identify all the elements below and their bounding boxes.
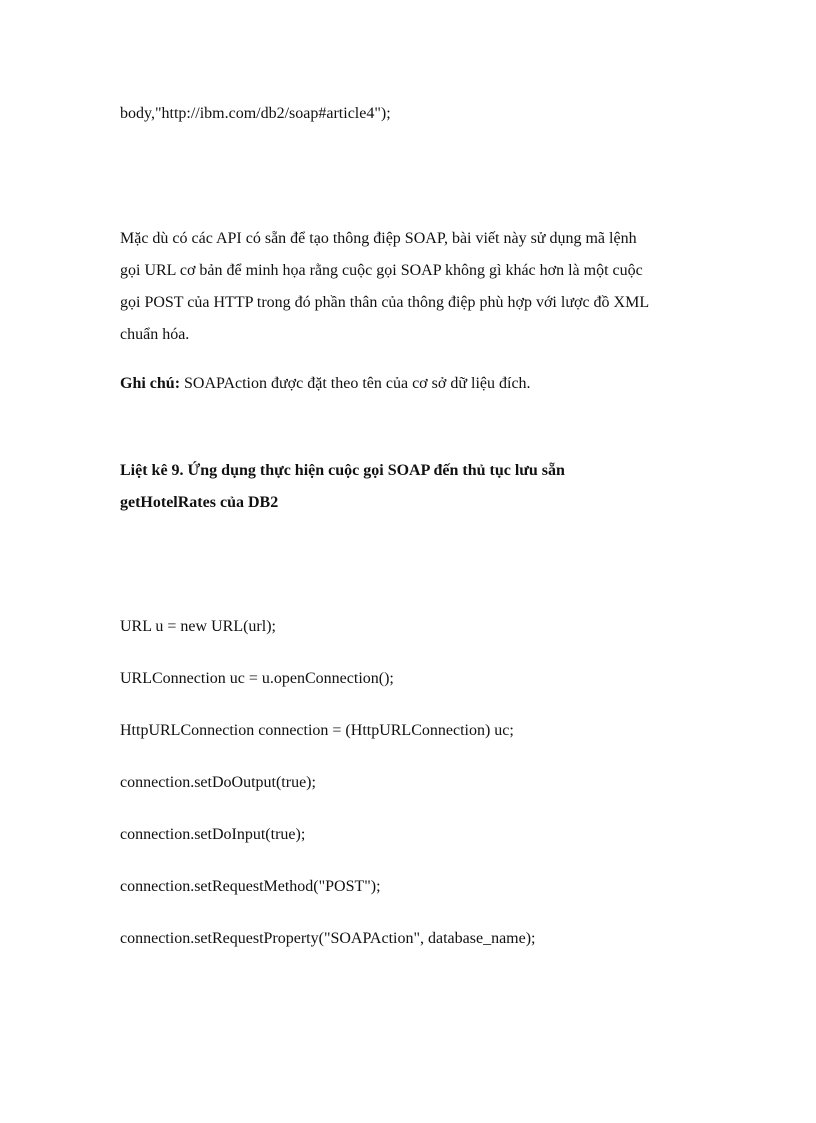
listing-title-line-1: Liệt kê 9. Ứng dụng thực hiện cuộc gọi SOAP đến thủ tục lưu sẵn [120,462,565,479]
code-line: URLConnection uc = u.openConnection(); [120,670,394,687]
note-text: SOAPAction được đặt theo tên của cơ sở dữ liệu đích. [180,375,531,392]
code-line: URL u = new URL(url); [120,618,276,635]
note-label: Ghi chú: [120,375,181,392]
paragraph-line-1: Mặc dù có các API có sẵn để tạo thông điệp SOAP, bài viết này sử dụng mã lệnh [120,230,637,247]
code-line: HttpURLConnection connection = (HttpURLConnection) uc; [120,722,514,739]
code-line: connection.setRequestMethod("POST"); [120,878,381,895]
paragraph-line-3: gọi POST của HTTP trong đó phần thân của thông điệp phù hợp với lược đồ XML [120,294,650,311]
paragraph-line-4: chuẩn hóa. [120,326,190,343]
note [120,374,531,394]
code-line: connection.setRequestProperty("SOAPAction", database_name); [120,930,536,947]
code-line: connection.setDoOutput(true); [120,774,316,791]
code-line: connection.setDoInput(true); [120,826,306,843]
code-line-tail: body,"http://ibm.com/db2/soap#article4"); [120,105,391,122]
paragraph-line-2: gọi URL cơ bản để minh họa rằng cuộc gọi SOAP không gì khác hơn là một cuộc [120,262,643,279]
listing-title-line-2: getHotelRates của DB2 [120,494,279,511]
